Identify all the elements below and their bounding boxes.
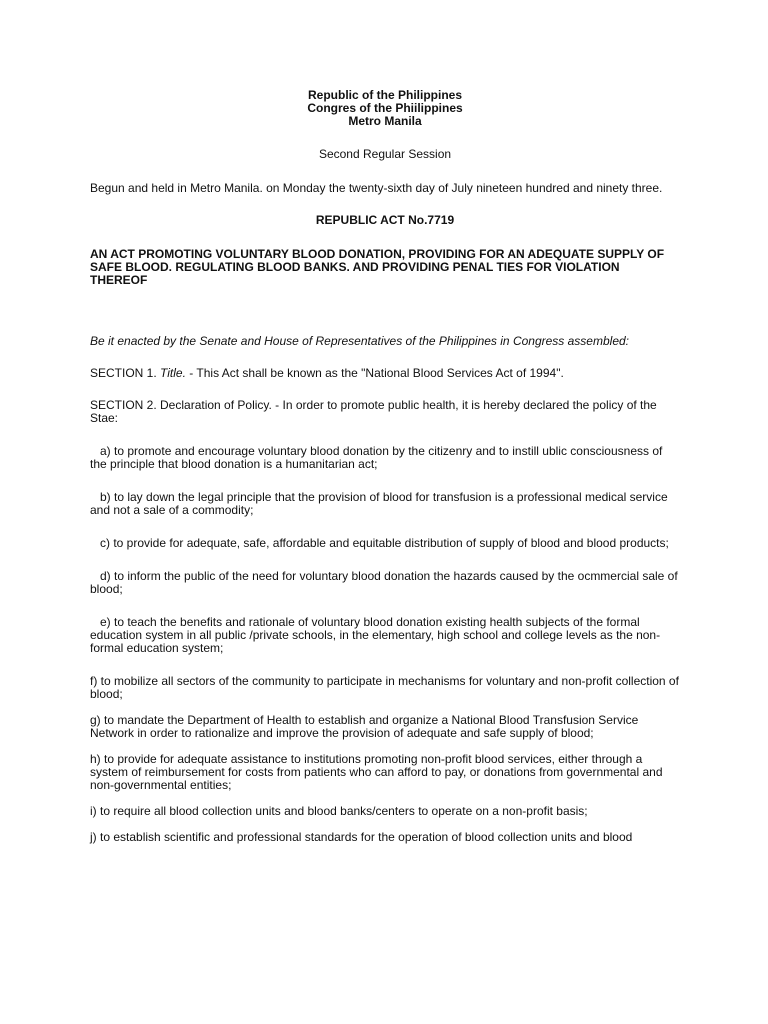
session-line: Second Regular Session (318, 147, 452, 161)
section-1-text: - This Act shall be known as the "National Blood Services Act of 1994". (189, 366, 564, 380)
enacting-clause: Be it enacted by the Senate and House of Representatives of the Philippines in Congress assembled: (90, 334, 629, 348)
section-2: SECTION 2. Declaration of Policy. - In order to promote public health, it is hereby declared the policy of the Stae: (90, 398, 657, 425)
document-body (90, 89, 680, 857)
act-number: REPUBLIC ACT No.7719 (315, 213, 455, 227)
policy-item-c: c) to provide for adequate, safe, affordable and equitable distribution of supply of blood and blood products; (100, 536, 669, 550)
policy-item-i: i) to require all blood collection units and blood banks/centers to operate on a non-profit basis; (90, 804, 588, 818)
begun-paragraph: Begun and held in Metro Manila. on Monday the twenty-sixth day of July nineteen hundred and ninety three. (90, 181, 663, 195)
header-location: Metro Manila (348, 114, 422, 128)
policy-item-f: f) to mobilize all sectors of the community to participate in mechanisms for voluntary and non-profit collection of blood; (90, 674, 679, 701)
header-republic: Republic of the Philippines (307, 88, 462, 102)
policy-item-e: e) to teach the benefits and rationale of voluntary blood donation existing health subjects of the formal education system in all public /private schools, in the elementary, high school and college levels as the non-formal education system; (90, 615, 661, 655)
section-1-label: SECTION 1. (90, 366, 157, 380)
section-1 (90, 367, 680, 380)
document-header (90, 89, 680, 128)
policy-item-g: g) to mandate the Department of Health to establish and organize a National Blood Transfusion Service Network in order to rationalize and improve the provision of adequate and safe supply of blood; (90, 713, 639, 740)
act-title: AN ACT PROMOTING VOLUNTARY BLOOD DONATION, PROVIDING FOR AN ADEQUATE SUPPLY OF SAFE BLOOD. REGULATING BLOOD BANKS. AND PROVIDING PENAL TIES FOR VIOLATION THEREOF (90, 247, 665, 287)
policy-item-h: h) to provide for adequate assistance to institutions promoting non-profit blood services, either through a system of reimbursement for costs from patients who can afford to pay, or donations from governmental and non-governmental entities; (90, 752, 663, 792)
policy-item-j: j) to establish scientific and professional standards for the operation of blood collection units and blood (90, 830, 633, 844)
section-1-title: Title. (160, 366, 186, 380)
policy-item-b: b) to lay down the legal principle that the provision of blood for transfusion is a professional medical service and not a sale of a commodity; (90, 490, 668, 517)
policy-item-d: d) to inform the public of the need for voluntary blood donation the hazards caused by the ocmmercial sale of blood; (90, 569, 678, 596)
header-congress: Congres of the Phiilippines (307, 101, 463, 115)
policy-item-a: a) to promote and encourage voluntary blood donation by the citizenry and to instill ublic consciousness of the principle that blood donation is a humanitarian act; (90, 444, 663, 471)
